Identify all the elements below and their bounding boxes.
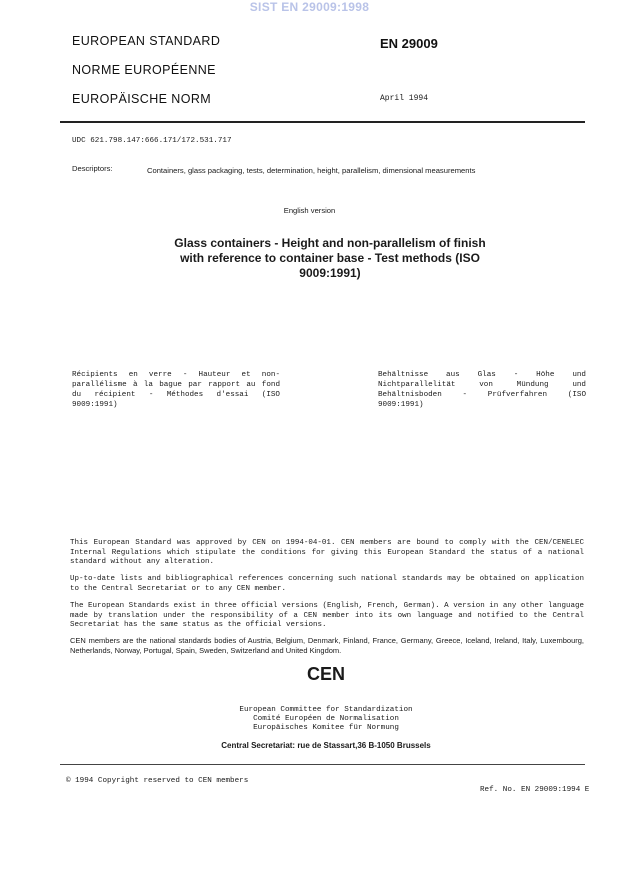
descriptors-label: Descriptors:: [72, 164, 113, 173]
members-paragraph: CEN members are the national standards bodies of Austria, Belgium, Denmark, Finland, France, Germany, Greece, Iceland, Ireland, Italy, Luxembourg, Netherlands, Norway, Portugal, Spain, Sweden, Switzerland and United Kingdom.: [70, 636, 584, 655]
title-german: Behältnisse aus Glas - Höhe und Nichtparallelität von Mündung und Behältnisboden - Prüfverfahren (ISO 9009:1991): [378, 371, 586, 409]
reference-number: Ref. No. EN 29009:1994 E: [480, 786, 590, 794]
document-title: Glass containers - Height and non-parallelism of finish with reference to container base - Test methods (ISO 9009:1991): [174, 236, 486, 280]
header-divider: [60, 121, 585, 123]
lists-paragraph: Up-to-date lists and bibliographical references concerning such national standards may be obtained on application to the Central Secretariat or to any CEN member.: [70, 575, 584, 593]
committee-english: European Committee for Standardization: [239, 706, 413, 714]
standard-number: EN 29009: [380, 36, 438, 51]
copyright-notice: © 1994 Copyright reserved to CEN members: [66, 777, 249, 785]
udc-code: UDC 621.798.147:666.171/172.531.717: [72, 137, 232, 145]
central-secretariat: Central Secretariat: rue de Stassart,36 B-1050 Brussels: [221, 741, 431, 750]
header-norme-europeenne: NORME EUROPÉENNE: [72, 63, 216, 77]
committee-german: Europäisches Komitee für Normung: [253, 724, 399, 732]
header-europaische-norm: EUROPÄISCHE NORM: [72, 92, 212, 106]
title-french: Récipients en verre - Hauteur et non-parallélisme à la bague par rapport au fond du récipient - Méthodes d'essai (ISO 9009:1991): [72, 371, 280, 409]
footer-divider: [60, 764, 585, 765]
descriptors-text: Containers, glass packaging, tests, determination, height, parallelism, dimensional measurements: [147, 166, 476, 175]
cen-logo: CEN: [306, 664, 345, 684]
committee-french: Comité Européen de Normalisation: [253, 715, 399, 723]
approval-paragraph: This European Standard was approved by CEN on 1994-04-01. CEN members are bound to comply with the CEN/CENELEC Internal Regulations which stipulate the conditions for giving this European Standard the status of a national standard without any alteration.: [70, 539, 584, 566]
version-label: English version: [283, 206, 336, 215]
watermark: SIST EN 29009:1998: [249, 0, 370, 14]
publication-date: April 1994: [380, 94, 429, 103]
committee-names: [0, 706, 619, 733]
versions-paragraph: The European Standards exist in three official versions (English, French, German). A version in any other language made by translation under the responsibility of a CEN member into its own language and notified to the Central Secretariat has the same status as the official versions.: [70, 602, 584, 629]
header-european-standard: EUROPEAN STANDARD: [72, 34, 221, 48]
